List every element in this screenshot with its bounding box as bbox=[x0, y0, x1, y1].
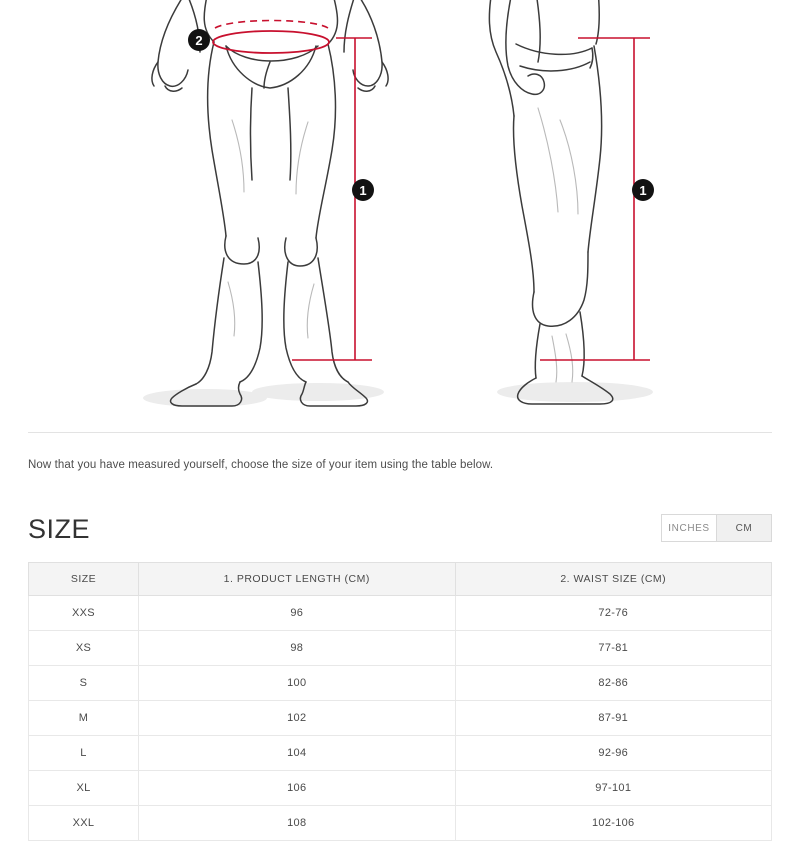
table-header-product-length: 1. PRODUCT LENGTH (CM) bbox=[139, 563, 456, 596]
front-waist-marker bbox=[188, 29, 210, 51]
cell-waist-size: 72-76 bbox=[455, 596, 772, 631]
waist-measure-ellipse bbox=[213, 31, 329, 53]
table-row bbox=[29, 596, 772, 631]
front-waist-marker-label: 2 bbox=[195, 33, 203, 48]
cell-product-length: 104 bbox=[139, 736, 456, 771]
shadow-front-right bbox=[252, 383, 384, 401]
size-table-head bbox=[29, 563, 772, 596]
waist-measure-dashed bbox=[215, 21, 328, 29]
table-row bbox=[29, 806, 772, 841]
table-row bbox=[29, 631, 772, 666]
cell-product-length: 102 bbox=[139, 701, 456, 736]
cell-size: XL bbox=[29, 771, 139, 806]
table-header-waist-size: 2. WAIST SIZE (CM) bbox=[455, 563, 772, 596]
unit-option-inches[interactable]: INCHES bbox=[662, 515, 716, 541]
cell-size: XS bbox=[29, 631, 139, 666]
cell-product-length: 100 bbox=[139, 666, 456, 701]
table-row bbox=[29, 701, 772, 736]
side-length-marker-label: 1 bbox=[639, 183, 647, 198]
size-header-row bbox=[28, 504, 772, 544]
page-title: SIZE bbox=[28, 514, 91, 544]
cell-size: S bbox=[29, 666, 139, 701]
cell-waist-size: 77-81 bbox=[455, 631, 772, 666]
table-header-row bbox=[29, 563, 772, 596]
size-table-container bbox=[28, 562, 772, 841]
table-header-size: SIZE bbox=[29, 563, 139, 596]
unit-option-cm[interactable]: CM bbox=[716, 515, 771, 541]
side-length-marker bbox=[632, 179, 654, 201]
cell-waist-size: 87-91 bbox=[455, 701, 772, 736]
table-row bbox=[29, 666, 772, 701]
front-figure bbox=[152, 0, 388, 406]
shadow-front-left bbox=[143, 389, 267, 407]
cell-waist-size: 82-86 bbox=[455, 666, 772, 701]
cell-product-length: 108 bbox=[139, 806, 456, 841]
cell-size: L bbox=[29, 736, 139, 771]
cell-size: XXS bbox=[29, 596, 139, 631]
cell-product-length: 98 bbox=[139, 631, 456, 666]
front-length-marker-label: 1 bbox=[359, 183, 367, 198]
cell-waist-size: 92-96 bbox=[455, 736, 772, 771]
side-figure bbox=[489, 0, 612, 404]
table-row bbox=[29, 771, 772, 806]
table-row bbox=[29, 736, 772, 771]
cell-waist-size: 97-101 bbox=[455, 771, 772, 806]
front-length-marker bbox=[352, 179, 374, 201]
cell-size: M bbox=[29, 701, 139, 736]
size-table-body bbox=[29, 596, 772, 841]
cell-size: XXL bbox=[29, 806, 139, 841]
cell-waist-size: 102-106 bbox=[455, 806, 772, 841]
size-table bbox=[28, 562, 772, 841]
instruction-text: Now that you have measured yourself, choose the size of your item using the table below. bbox=[28, 459, 494, 471]
unit-toggle[interactable] bbox=[661, 514, 772, 542]
shadow-side bbox=[497, 382, 653, 402]
cell-product-length: 96 bbox=[139, 596, 456, 631]
cell-product-length: 106 bbox=[139, 771, 456, 806]
